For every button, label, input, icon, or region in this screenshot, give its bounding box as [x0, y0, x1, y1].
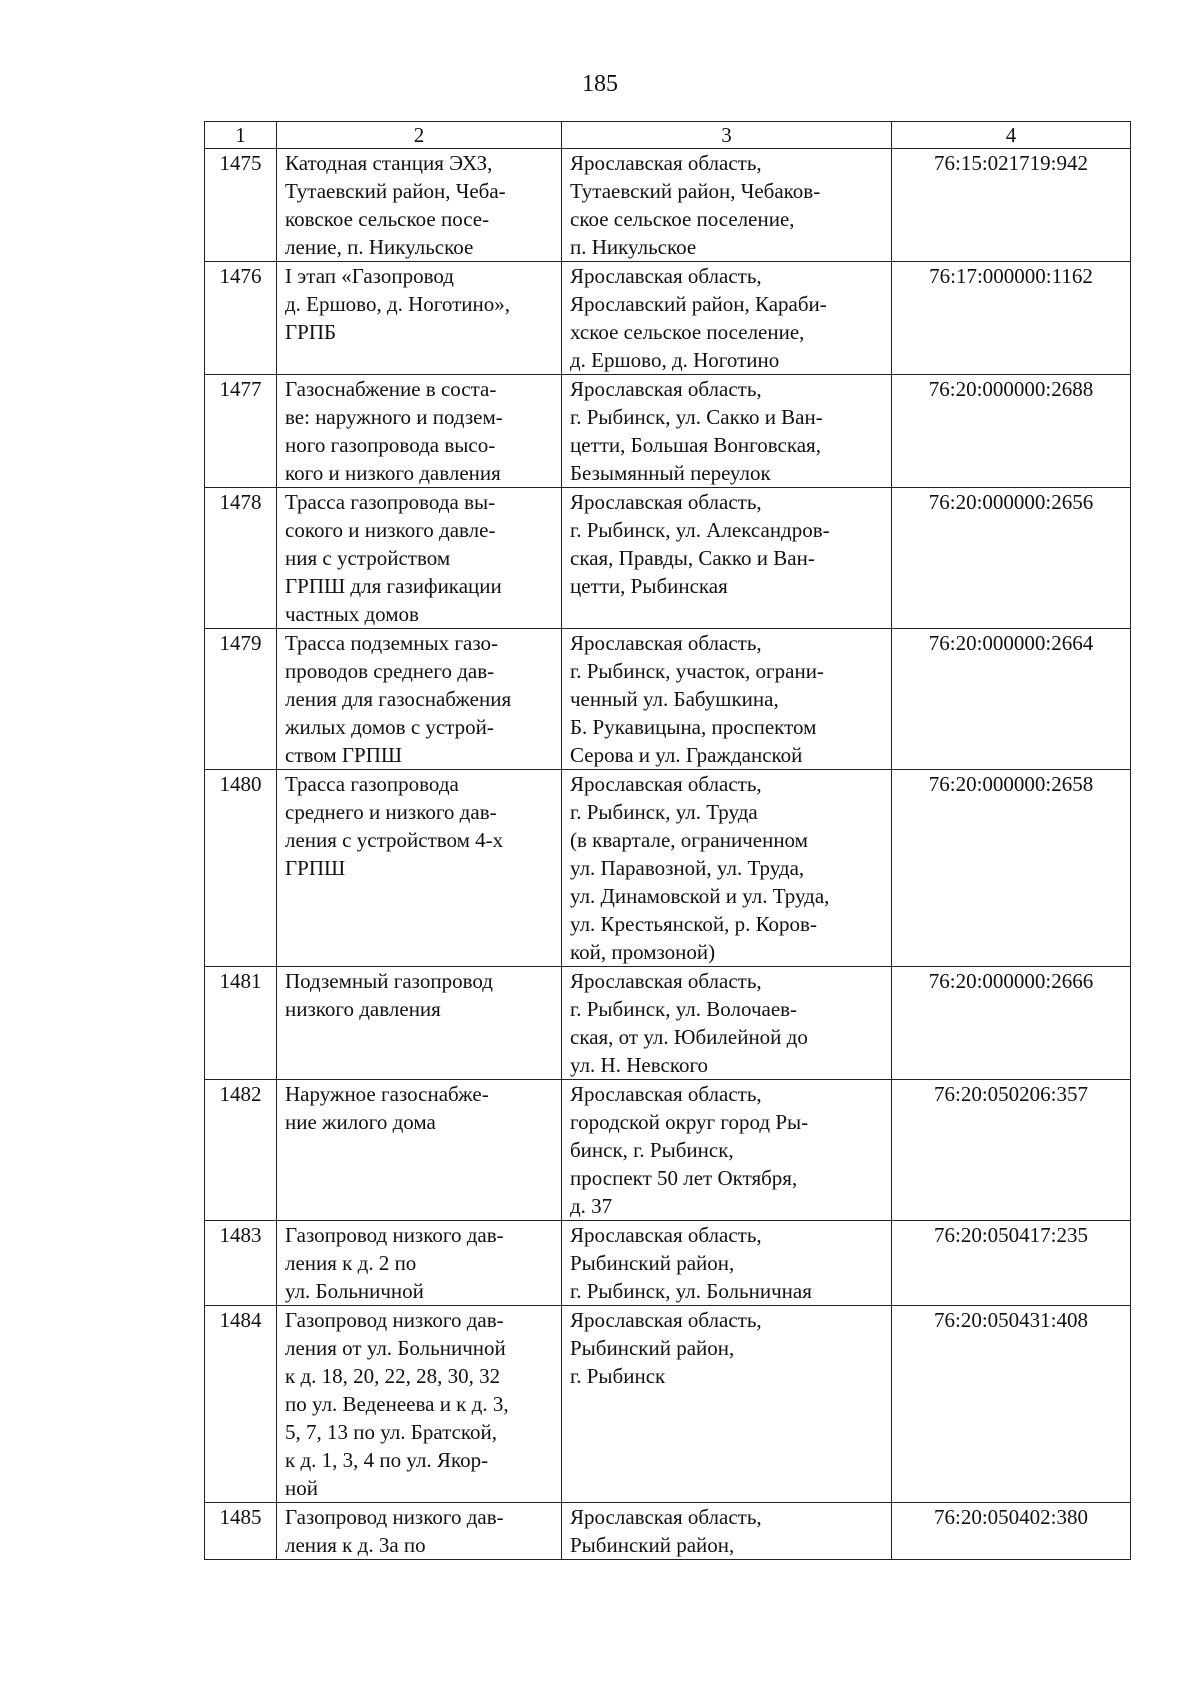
object-address: Ярославская область, г. Рыбинск, участок, ограни- ченный ул. Бабушкина, Б. Рукавицына, проспектом Серова и ул. Гражданской	[562, 629, 892, 770]
table-row	[205, 770, 1131, 967]
row-number: 1478	[205, 488, 277, 629]
row-number: 1476	[205, 262, 277, 375]
table-row	[205, 149, 1131, 262]
cadastral-number: 76:20:050431:408	[892, 1306, 1131, 1503]
header-col-2: 2	[277, 122, 562, 149]
cadastral-number: 76:20:000000:2666	[892, 967, 1131, 1080]
registry-table	[204, 121, 1131, 1560]
object-address: Ярославская область, Тутаевский район, Чебаков- ское сельское поселение, п. Никульское	[562, 149, 892, 262]
object-name: Трасса подземных газо- проводов среднего дав- ления для газоснабжения жилых домов с устрой- ством ГРПШ	[277, 629, 562, 770]
object-name: Трасса газопровода среднего и низкого дав- ления с устройством 4-х ГРПШ	[277, 770, 562, 967]
cadastral-number: 76:20:000000:2688	[892, 375, 1131, 488]
cadastral-number: 76:15:021719:942	[892, 149, 1131, 262]
cadastral-number: 76:20:000000:2658	[892, 770, 1131, 967]
header-col-4: 4	[892, 122, 1131, 149]
object-address: Ярославская область, г. Рыбинск, ул. Волочаев- ская, от ул. Юбилейной до ул. Н. Невского	[562, 967, 892, 1080]
object-address: Ярославская область, Рыбинский район, г. Рыбинск	[562, 1306, 892, 1503]
object-name: Трасса газопровода вы- сокого и низкого давле- ния с устройством ГРПШ для газификации частных домов	[277, 488, 562, 629]
row-number: 1481	[205, 967, 277, 1080]
object-address: Ярославская область, Рыбинский район, г. Рыбинск, ул. Больничная	[562, 1221, 892, 1306]
header-col-1: 1	[205, 122, 277, 149]
object-name: Подземный газопровод низкого давления	[277, 967, 562, 1080]
table-row	[205, 375, 1131, 488]
cadastral-number: 76:20:000000:2664	[892, 629, 1131, 770]
row-number: 1482	[205, 1080, 277, 1221]
table-row	[205, 629, 1131, 770]
table-row	[205, 262, 1131, 375]
cadastral-number: 76:20:000000:2656	[892, 488, 1131, 629]
table-row	[205, 1221, 1131, 1306]
row-number: 1480	[205, 770, 277, 967]
object-name: Газопровод низкого дав- ления к д. 2 по ул. Больничной	[277, 1221, 562, 1306]
row-number: 1484	[205, 1306, 277, 1503]
object-name: Наружное газоснабже- ние жилого дома	[277, 1080, 562, 1221]
row-number: 1475	[205, 149, 277, 262]
table-row	[205, 488, 1131, 629]
object-name: Газопровод низкого дав- ления от ул. Больничной к д. 18, 20, 22, 28, 30, 32 по ул. Веденеева и к д. 3, 5, 7, 13 по ул. Братской, к д. 1, 3, 4 по ул. Якор- ной	[277, 1306, 562, 1503]
object-address: Ярославская область, г. Рыбинск, ул. Сакко и Ван- цетти, Большая Вонговская, Безымянный переулок	[562, 375, 892, 488]
object-name: Газопровод низкого дав- ления к д. 3а по	[277, 1503, 562, 1560]
header-row	[205, 122, 1131, 149]
object-name: Газоснабжение в соста- ве: наружного и подзем- ного газопровода высо- кого и низкого давления	[277, 375, 562, 488]
table-row	[205, 967, 1131, 1080]
row-number: 1479	[205, 629, 277, 770]
object-address: Ярославская область, г. Рыбинск, ул. Александров- ская, Правды, Сакко и Ван- цетти, Рыбинская	[562, 488, 892, 629]
object-address: Ярославская область, городской округ город Ры- бинск, г. Рыбинск, проспект 50 лет Октября, д. 37	[562, 1080, 892, 1221]
row-number: 1485	[205, 1503, 277, 1560]
object-name: Катодная станция ЭХЗ, Тутаевский район, Чеба- ковское сельское посе- ление, п. Никульское	[277, 149, 562, 262]
table-row	[205, 1503, 1131, 1560]
object-address: Ярославская область, г. Рыбинск, ул. Труда (в квартале, ограниченном ул. Паравозной, ул. Труда, ул. Динамовской и ул. Труда, ул. Крестьянской, р. Коров- кой, промзоной)	[562, 770, 892, 967]
table-row	[205, 1306, 1131, 1503]
cadastral-number: 76:20:050402:380	[892, 1503, 1131, 1560]
cadastral-number: 76:20:050206:357	[892, 1080, 1131, 1221]
cadastral-number: 76:17:000000:1162	[892, 262, 1131, 375]
table-row	[205, 1080, 1131, 1221]
header-col-3: 3	[562, 122, 892, 149]
table-header	[205, 122, 1131, 149]
object-name: I этап «Газопровод д. Ершово, д. Ноготино», ГРПБ	[277, 262, 562, 375]
table-body	[205, 149, 1131, 1560]
cadastral-number: 76:20:050417:235	[892, 1221, 1131, 1306]
row-number: 1483	[205, 1221, 277, 1306]
object-address: Ярославская область, Ярославский район, Караби- хское сельское поселение, д. Ершово, д. Ноготино	[562, 262, 892, 375]
object-address: Ярославская область, Рыбинский район,	[562, 1503, 892, 1560]
page-number: 185	[582, 71, 618, 97]
row-number: 1477	[205, 375, 277, 488]
